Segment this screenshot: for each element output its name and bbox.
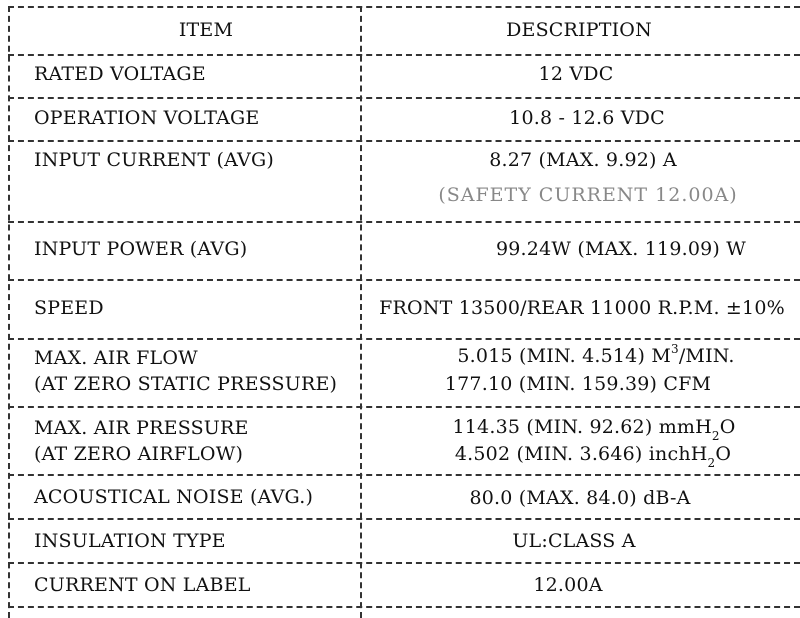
row-value-acoustical-noise: 80.0 (MAX. 84.0) dB-A bbox=[469, 487, 691, 509]
row-divider bbox=[8, 406, 800, 408]
row-divider bbox=[8, 338, 800, 340]
row-label-acoustical-noise: ACOUSTICAL NOISE (AVG.) bbox=[34, 486, 314, 508]
row-label-max-air-pressure-condition: (AT ZERO AIRFLOW) bbox=[34, 443, 244, 465]
row-label-max-air-flow: MAX. AIR FLOW bbox=[34, 347, 198, 369]
row-divider bbox=[8, 221, 800, 223]
row-value-current-on-label: 12.00A bbox=[533, 574, 603, 596]
row-value-speed: FRONT 13500/REAR 11000 R.P.M. ±10% bbox=[379, 297, 785, 319]
row-value-operation-voltage: 10.8 - 12.6 VDC bbox=[509, 107, 665, 129]
header-item: ITEM bbox=[178, 19, 234, 41]
row-label-current-on-label: CURRENT ON LABEL bbox=[34, 574, 251, 596]
row-value-air-flow-metric bbox=[457, 341, 735, 367]
air-pressure-inch-unit: O bbox=[715, 443, 732, 465]
row-value-air-flow-cfm: 177.10 (MIN. 159.39) CFM bbox=[444, 373, 712, 395]
row-divider bbox=[8, 140, 800, 142]
row-value-air-pressure-mm bbox=[452, 416, 736, 443]
table-border-left bbox=[8, 6, 10, 618]
row-label-max-air-flow-condition: (AT ZERO STATIC PRESSURE) bbox=[34, 373, 338, 395]
air-flow-metric-text: 5.015 (MIN. 4.514) M bbox=[457, 345, 671, 367]
water-subscript: 2 bbox=[711, 428, 720, 443]
row-label-rated-voltage: RATED VOLTAGE bbox=[34, 63, 206, 85]
row-label-operation-voltage: OPERATION VOLTAGE bbox=[34, 107, 260, 129]
row-value-insulation-type: UL:CLASS A bbox=[512, 530, 636, 552]
row-value-rated-voltage: 12 VDC bbox=[538, 63, 614, 85]
water-subscript: 2 bbox=[707, 455, 716, 470]
row-value-air-pressure-inch bbox=[454, 443, 732, 470]
row-value-input-current: 8.27 (MAX. 9.92) A bbox=[489, 149, 677, 171]
row-note-safety-current: (SAFETY CURRENT 12.00A) bbox=[438, 184, 738, 206]
table-border-top bbox=[8, 6, 800, 8]
column-divider bbox=[360, 6, 362, 618]
row-label-input-current: INPUT CURRENT (AVG) bbox=[34, 149, 274, 171]
row-value-input-power: 99.24W (MAX. 119.09) W bbox=[495, 238, 747, 260]
row-divider bbox=[8, 606, 800, 608]
row-label-speed: SPEED bbox=[34, 297, 104, 319]
row-divider bbox=[8, 279, 800, 281]
row-divider bbox=[8, 97, 800, 99]
row-divider bbox=[8, 518, 800, 520]
row-divider bbox=[8, 474, 800, 476]
air-flow-metric-unit: /MIN. bbox=[678, 345, 735, 367]
air-pressure-inch-text: 4.502 (MIN. 3.646) inchH bbox=[454, 443, 708, 465]
row-label-insulation-type: INSULATION TYPE bbox=[34, 530, 226, 552]
row-divider bbox=[8, 562, 800, 564]
cubic-superscript: 3 bbox=[670, 341, 679, 356]
header-description: DESCRIPTION bbox=[506, 19, 652, 41]
row-label-input-power: INPUT POWER (AVG) bbox=[34, 238, 248, 260]
row-label-max-air-pressure: MAX. AIR PRESSURE bbox=[34, 417, 249, 439]
row-divider bbox=[8, 54, 800, 56]
air-pressure-mm-unit: O bbox=[719, 416, 736, 438]
air-pressure-mm-text: 114.35 (MIN. 92.62) mmH bbox=[452, 416, 712, 438]
